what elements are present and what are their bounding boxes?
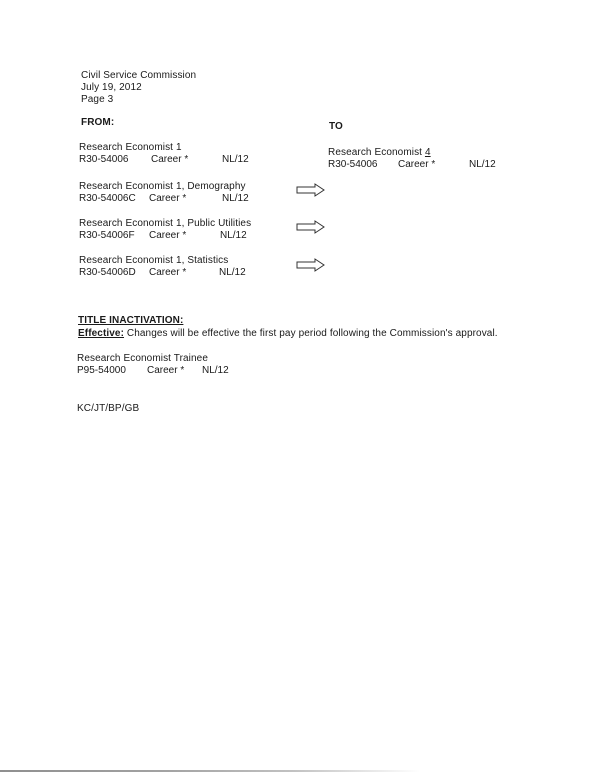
from-item-grade: NL/12 bbox=[222, 154, 249, 165]
from-item-title: Research Economist 1, Statistics bbox=[79, 255, 229, 266]
to-label: TO bbox=[329, 121, 343, 132]
from-item-code: R30-54006 bbox=[79, 154, 129, 165]
right-arrow-icon bbox=[296, 258, 326, 272]
from-item-title: Research Economist 1, Public Utilities bbox=[79, 218, 252, 229]
right-arrow-icon bbox=[296, 183, 326, 197]
to-item-code: R30-54006 bbox=[328, 159, 378, 170]
header-page: Page 3 bbox=[81, 94, 114, 105]
inactivation-status: Career * bbox=[147, 365, 185, 376]
to-item-title-level: 4 bbox=[424, 147, 431, 158]
to-item-grade: NL/12 bbox=[469, 159, 496, 170]
effective-label: Effective: bbox=[78, 328, 125, 339]
inactivation-details bbox=[77, 365, 277, 377]
to-item-status: Career * bbox=[398, 159, 436, 170]
from-item-code: R30-54006C bbox=[79, 193, 136, 204]
from-item-details bbox=[79, 154, 279, 166]
from-item-code: R30-54006D bbox=[79, 267, 136, 278]
from-item-status: Career * bbox=[149, 193, 187, 204]
inactivation-code: P95-54000 bbox=[77, 365, 126, 376]
to-item-title bbox=[328, 147, 431, 159]
from-item-grade: NL/12 bbox=[219, 267, 246, 278]
header-date: July 19, 2012 bbox=[81, 82, 142, 93]
header-agency: Civil Service Commission bbox=[81, 70, 197, 81]
from-item-grade: NL/12 bbox=[222, 193, 249, 204]
to-item-title-prefix: Research Economist bbox=[328, 147, 425, 158]
from-item-title: Research Economist 1 bbox=[79, 142, 182, 153]
from-item-details bbox=[79, 267, 279, 279]
from-item-status: Career * bbox=[151, 154, 189, 165]
effective-text: Changes will be effective the first pay period following the Commission's approval. bbox=[124, 328, 498, 339]
from-item-status: Career * bbox=[149, 267, 187, 278]
inactivation-heading: TITLE INACTIVATION: bbox=[78, 315, 184, 326]
typist-initials: KC/JT/BP/GB bbox=[77, 403, 140, 414]
to-item-details bbox=[328, 159, 528, 171]
inactivation-grade: NL/12 bbox=[202, 365, 229, 376]
scan-artifact bbox=[0, 770, 420, 772]
from-item-title: Research Economist 1, Demography bbox=[79, 181, 246, 192]
from-item-status: Career * bbox=[149, 230, 187, 241]
from-item-details bbox=[79, 193, 279, 205]
from-item-grade: NL/12 bbox=[220, 230, 247, 241]
from-item-details bbox=[79, 230, 279, 242]
from-item-code: R30-54006F bbox=[79, 230, 135, 241]
inactivation-title: Research Economist Trainee bbox=[77, 353, 208, 364]
inactivation-effective bbox=[78, 328, 498, 340]
from-label: FROM: bbox=[81, 117, 115, 128]
right-arrow-icon bbox=[296, 220, 326, 234]
